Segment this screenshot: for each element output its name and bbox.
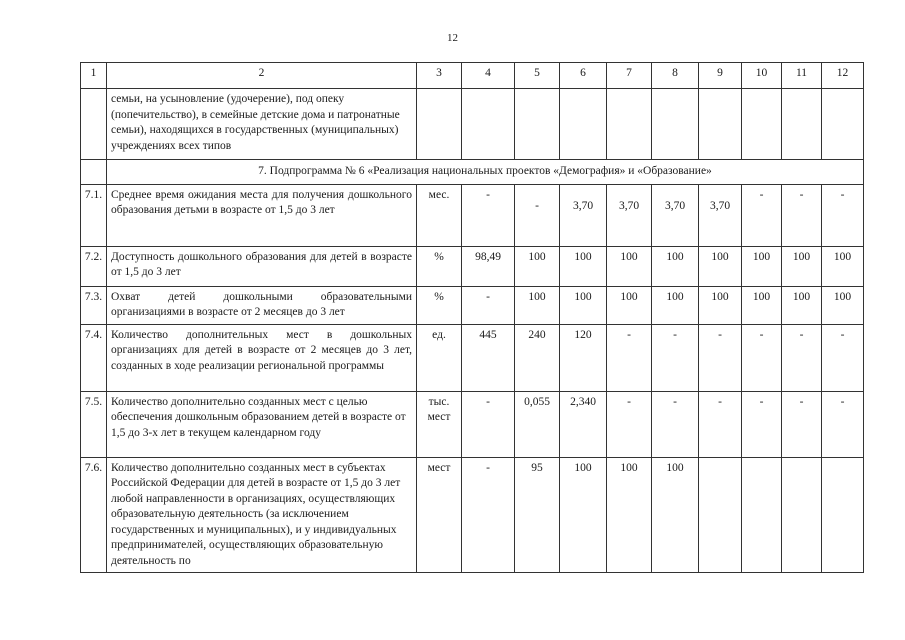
header-cell: 6 — [560, 63, 607, 89]
value-cell: 100 — [607, 457, 652, 573]
value-cell: - — [607, 324, 652, 391]
value-cell: 100 — [607, 246, 652, 286]
row-unit: тыс. мест — [417, 391, 462, 457]
value-cell: - — [515, 184, 560, 246]
value-cell: 100 — [515, 246, 560, 286]
value-cell: - — [822, 324, 864, 391]
value-cell: - — [822, 391, 864, 457]
value-cell: 0,055 — [515, 391, 560, 457]
value-cell: 100 — [822, 286, 864, 324]
value-cell: - — [699, 391, 742, 457]
value-cell: - — [607, 391, 652, 457]
page-number: 12 — [447, 32, 458, 44]
row-description: семьи, на усыновление (удочерение), под опеку (попечительство), в семейные детские дома и патронатные семьи), находящихся в государственных (муниципальных) учреждениях всех типов — [107, 89, 417, 160]
value-cell: 120 — [560, 324, 607, 391]
value-cell — [742, 457, 782, 573]
row-number: 7.6. — [81, 457, 107, 573]
value-cell: - — [742, 324, 782, 391]
value-cell: 100 — [782, 246, 822, 286]
table-row — [81, 286, 864, 324]
value-cell: - — [742, 391, 782, 457]
value-cell: - — [782, 324, 822, 391]
value-cell — [822, 457, 864, 573]
value-cell: 98,49 — [462, 246, 515, 286]
header-cell: 1 — [81, 63, 107, 89]
header-cell: 9 — [699, 63, 742, 89]
value-cell: 3,70 — [699, 184, 742, 246]
value-cell: 3,70 — [560, 184, 607, 246]
header-cell: 3 — [417, 63, 462, 89]
value-cell — [782, 457, 822, 573]
table-row — [81, 89, 864, 160]
header-cell: 8 — [652, 63, 699, 89]
header-cell: 10 — [742, 63, 782, 89]
row-unit: мес. — [417, 184, 462, 246]
value-cell: 3,70 — [652, 184, 699, 246]
table-row — [81, 246, 864, 286]
row-number: 7.2. — [81, 246, 107, 286]
value-cell: 3,70 — [607, 184, 652, 246]
value-cell: - — [699, 324, 742, 391]
value-cell: 100 — [822, 246, 864, 286]
value-cell: - — [742, 184, 782, 246]
row-unit: ед. — [417, 324, 462, 391]
value-cell: 100 — [560, 246, 607, 286]
header-cell: 11 — [782, 63, 822, 89]
value-cell: 100 — [652, 457, 699, 573]
row-description: Среднее время ожидания места для получения дошкольного образования детьми в возрасте от 1,5 до 3 лет — [107, 184, 417, 246]
value-cell: 100 — [515, 286, 560, 324]
value-cell: - — [462, 286, 515, 324]
value-cell: - — [462, 391, 515, 457]
row-unit: % — [417, 246, 462, 286]
value-cell: - — [822, 184, 864, 246]
value-cell: - — [462, 184, 515, 246]
value-cell: 95 — [515, 457, 560, 573]
section-title: 7. Подпрограмма № 6 «Реализация национальных проектов «Демография» и «Образование» — [107, 160, 864, 185]
value-cell: 100 — [699, 246, 742, 286]
value-cell: 445 — [462, 324, 515, 391]
value-cell: 100 — [560, 286, 607, 324]
table-row — [81, 184, 864, 246]
value-cell: 100 — [699, 286, 742, 324]
header-cell: 12 — [822, 63, 864, 89]
row-description: Доступность дошкольного образования для детей в возрасте от 1,5 до 3 лет — [107, 246, 417, 286]
value-cell: 100 — [560, 457, 607, 573]
section-row — [81, 160, 864, 185]
row-number: 7.3. — [81, 286, 107, 324]
row-number: 7.1. — [81, 184, 107, 246]
value-cell: - — [462, 457, 515, 573]
row-unit: мест — [417, 457, 462, 573]
header-cell: 7 — [607, 63, 652, 89]
table-row — [81, 457, 864, 573]
row-number — [81, 89, 107, 160]
table-row — [81, 324, 864, 391]
value-cell: - — [652, 324, 699, 391]
row-number: 7.4. — [81, 324, 107, 391]
value-cell: 100 — [607, 286, 652, 324]
value-cell — [699, 457, 742, 573]
value-cell: 100 — [742, 246, 782, 286]
row-unit: % — [417, 286, 462, 324]
header-cell: 4 — [462, 63, 515, 89]
row-description: Количество дополнительно созданных мест в субъектах Российской Федерации для детей в возрасте от 1,5 до 3 лет любой направленности в организациях, осуществляющих образовательную деятельность (за исключением государственных и муниципальных), и у индивидуальных предпринимателей, осуществляющих образовательную деятельность по — [107, 457, 417, 573]
value-cell: 100 — [742, 286, 782, 324]
value-cell: 100 — [652, 286, 699, 324]
row-number: 7.5. — [81, 391, 107, 457]
header-cell: 5 — [515, 63, 560, 89]
row-description: Количество дополнительно созданных мест с целью обеспечения дошкольным образованием детей в возрасте от 1,5 до 3-х лет в текущем календарном году — [107, 391, 417, 457]
value-cell: 2,340 — [560, 391, 607, 457]
value-cell: - — [652, 391, 699, 457]
table-row — [81, 391, 864, 457]
header-row — [81, 63, 864, 89]
value-cell: - — [782, 391, 822, 457]
value-cell: 100 — [782, 286, 822, 324]
indicators-table — [80, 62, 864, 573]
value-cell: - — [782, 184, 822, 246]
row-description: Охват детей дошкольными образовательными организациями в возрасте от 2 месяцев до 3 лет — [107, 286, 417, 324]
value-cell: 240 — [515, 324, 560, 391]
row-description: Количество дополнительных мест в дошкольных организациях для детей в возрасте от 2 месяцев до 3 лет, созданных в ходе реализации региональной программы — [107, 324, 417, 391]
value-cell: 100 — [652, 246, 699, 286]
header-cell: 2 — [107, 63, 417, 89]
